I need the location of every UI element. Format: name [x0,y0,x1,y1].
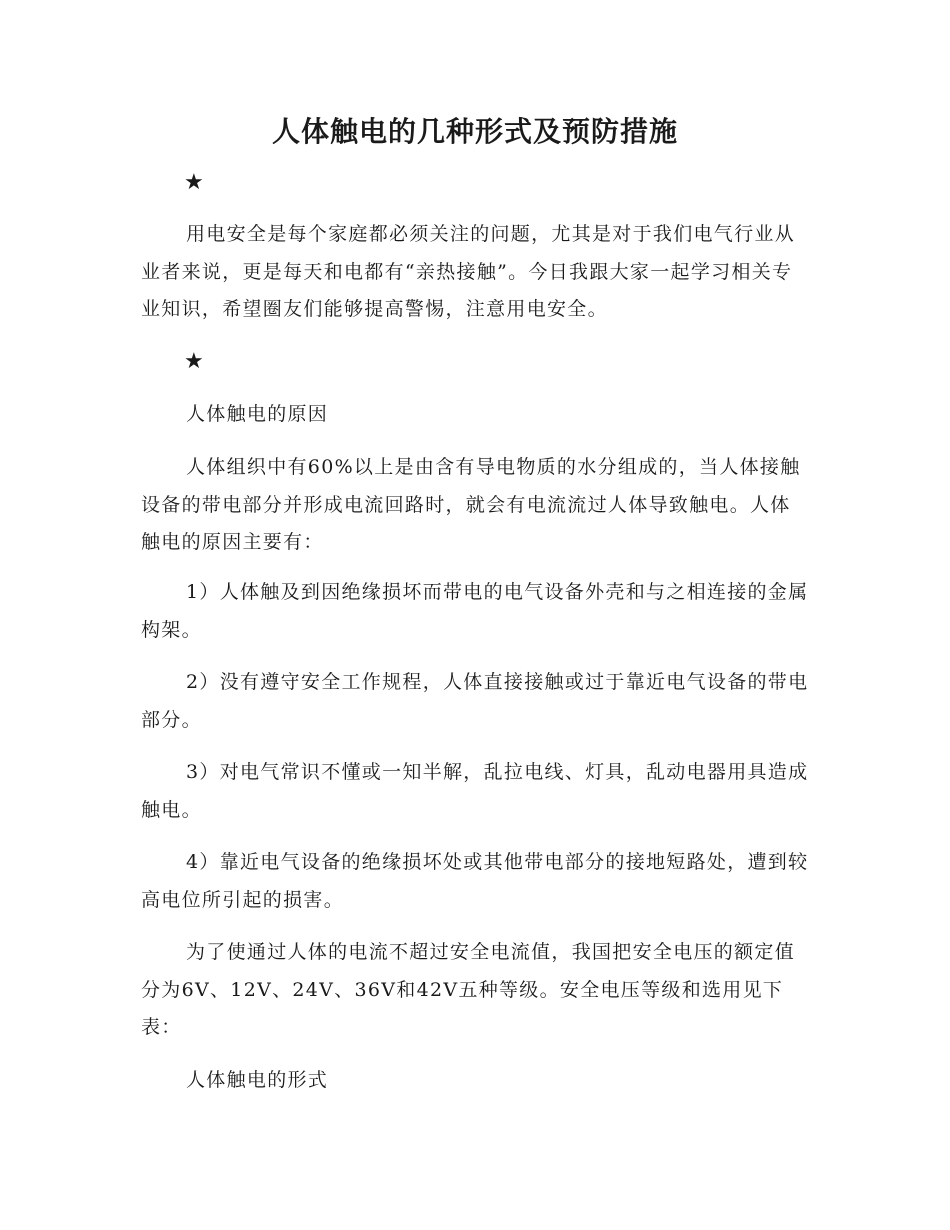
intro-paragraph: 用电安全是每个家庭都必须关注的问题，尤其是对于我们电气行业从业者来说，更是每天和电都有“亲热接触”。今日我跟大家一起学习相关专业知识，希望圈友们能够提高警惕，注意用电安全。 [141,223,796,320]
cause-item-3: 3）对电气常识不懂或一知半解，乱拉电线、灯具，乱动电器用具造成触电。 [141,761,809,821]
voltage-paragraph: 为了使通过人体的电流不超过安全电流值，我国把安全电压的额定值分为6V、12V、24V、36V和42V五种等级。安全电压等级和选用见下表： [141,941,796,1038]
causes-paragraph: 人体组织中有60%以上是由含有导电物质的水分组成的，当人体接触设备的带电部分并形成电流回路时，就会有电流流过人体导致触电。人体触电的原因主要有： [141,456,801,553]
star-icon: ★ [184,349,204,374]
cause-item-1: 1）人体触及到因绝缘损坏而带电的电气设备外壳和与之相连接的金属构架。 [141,581,809,641]
star-icon: ★ [184,170,204,195]
section-heading-forms: 人体触电的形式 [186,1069,329,1091]
document-title: 人体触电的几种形式及预防措施 [271,115,678,148]
section-heading-causes: 人体触电的原因 [186,403,329,425]
cause-item-4: 4）靠近电气设备的绝缘损坏处或其他带电部分的接地短路处，遭到较高电位所引起的损害。 [141,851,809,911]
cause-item-2: 2）没有遵守安全工作规程，人体直接接触或过于靠近电气设备的带电部分。 [141,671,809,731]
